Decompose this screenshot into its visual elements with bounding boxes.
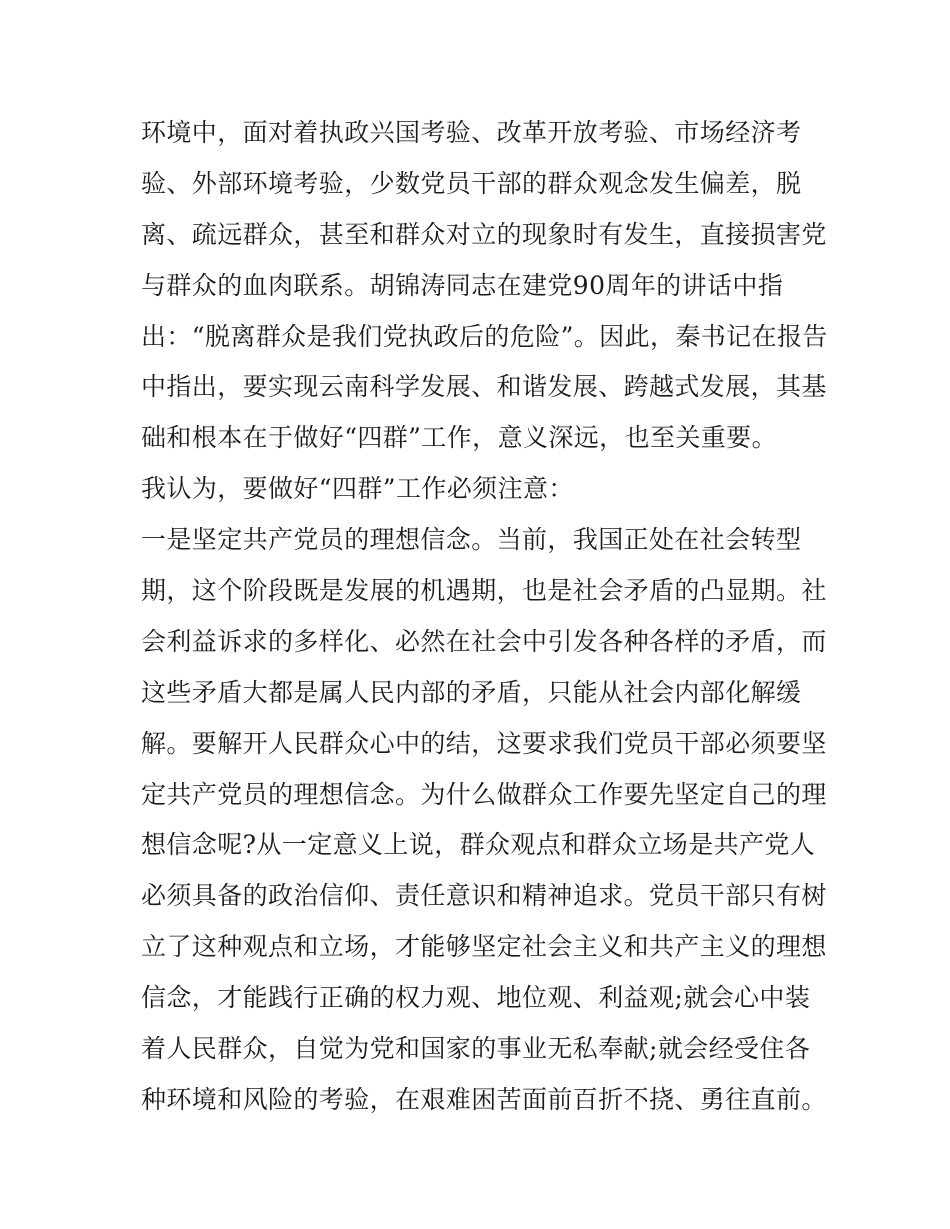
text-line: 想信念呢?从一定意义上说，群众观点和群众立场是共产党人 — [141, 830, 816, 860]
text-line: 着人民群众，自觉为党和国家的事业无私奉献;就会经受住各 — [141, 1034, 811, 1064]
text-line: 会利益诉求的多样化、必然在社会中引发各种各样的矛盾，而 — [141, 626, 827, 656]
text-line: 定共产党员的理想信念。为什么做群众工作要先坚定自己的理 — [141, 779, 827, 809]
paragraph-line: 我认为，要做好“四群”工作必须注意： — [141, 474, 574, 504]
body-text — [141, 108, 831, 1126]
text-line: 期，这个阶段既是发展的机遇期，也是社会矛盾的凸显期。社 — [141, 576, 827, 606]
text-line: 种环境和风险的考验，在艰难困苦面前百折不挠、勇往直前。 — [141, 1084, 827, 1114]
text-line: 这些矛盾大都是属人民内部的矛盾，只能从社会内部化解缓 — [141, 677, 802, 707]
text-line: 信念，才能践行正确的权力观、地位观、利益观;就会心中装 — [141, 983, 811, 1013]
text-line: 与群众的血肉联系。胡锦涛同志在建党90周年的讲话中指 — [141, 270, 784, 300]
text-line: 必须具备的政治信仰、责任意识和精神追求。党员干部只有树 — [141, 881, 827, 911]
paragraph-line: 一是坚定共产党员的理想信念。当前，我国正处在社会转型 — [141, 525, 802, 555]
text-line: 离、疏远群众，甚至和群众对立的现象时有发生，直接损害党 — [141, 219, 827, 249]
text-line: 中指出，要实现云南科学发展、和谐发展、跨越式发展，其基 — [141, 372, 827, 402]
text-line: 环境中，面对着执政兴国考验、改革开放考验、市场经济考 — [141, 118, 802, 147]
text-line: 验、外部环境考验，少数党员干部的群众观念发生偏差，脱 — [141, 168, 802, 198]
text-line: 解。要解开人民群众心中的结，这要求我们党员干部必须要坚 — [141, 728, 827, 758]
text-line: 础和根本在于做好“四群”工作，意义深远，也至关重要。 — [141, 423, 777, 453]
text-line: 立了这种观点和立场，才能够坚定社会主义和共产主义的理想 — [141, 932, 827, 962]
text-line: 出：“脱离群众是我们党执政后的危险”。因此，秦书记在报告 — [141, 321, 828, 351]
